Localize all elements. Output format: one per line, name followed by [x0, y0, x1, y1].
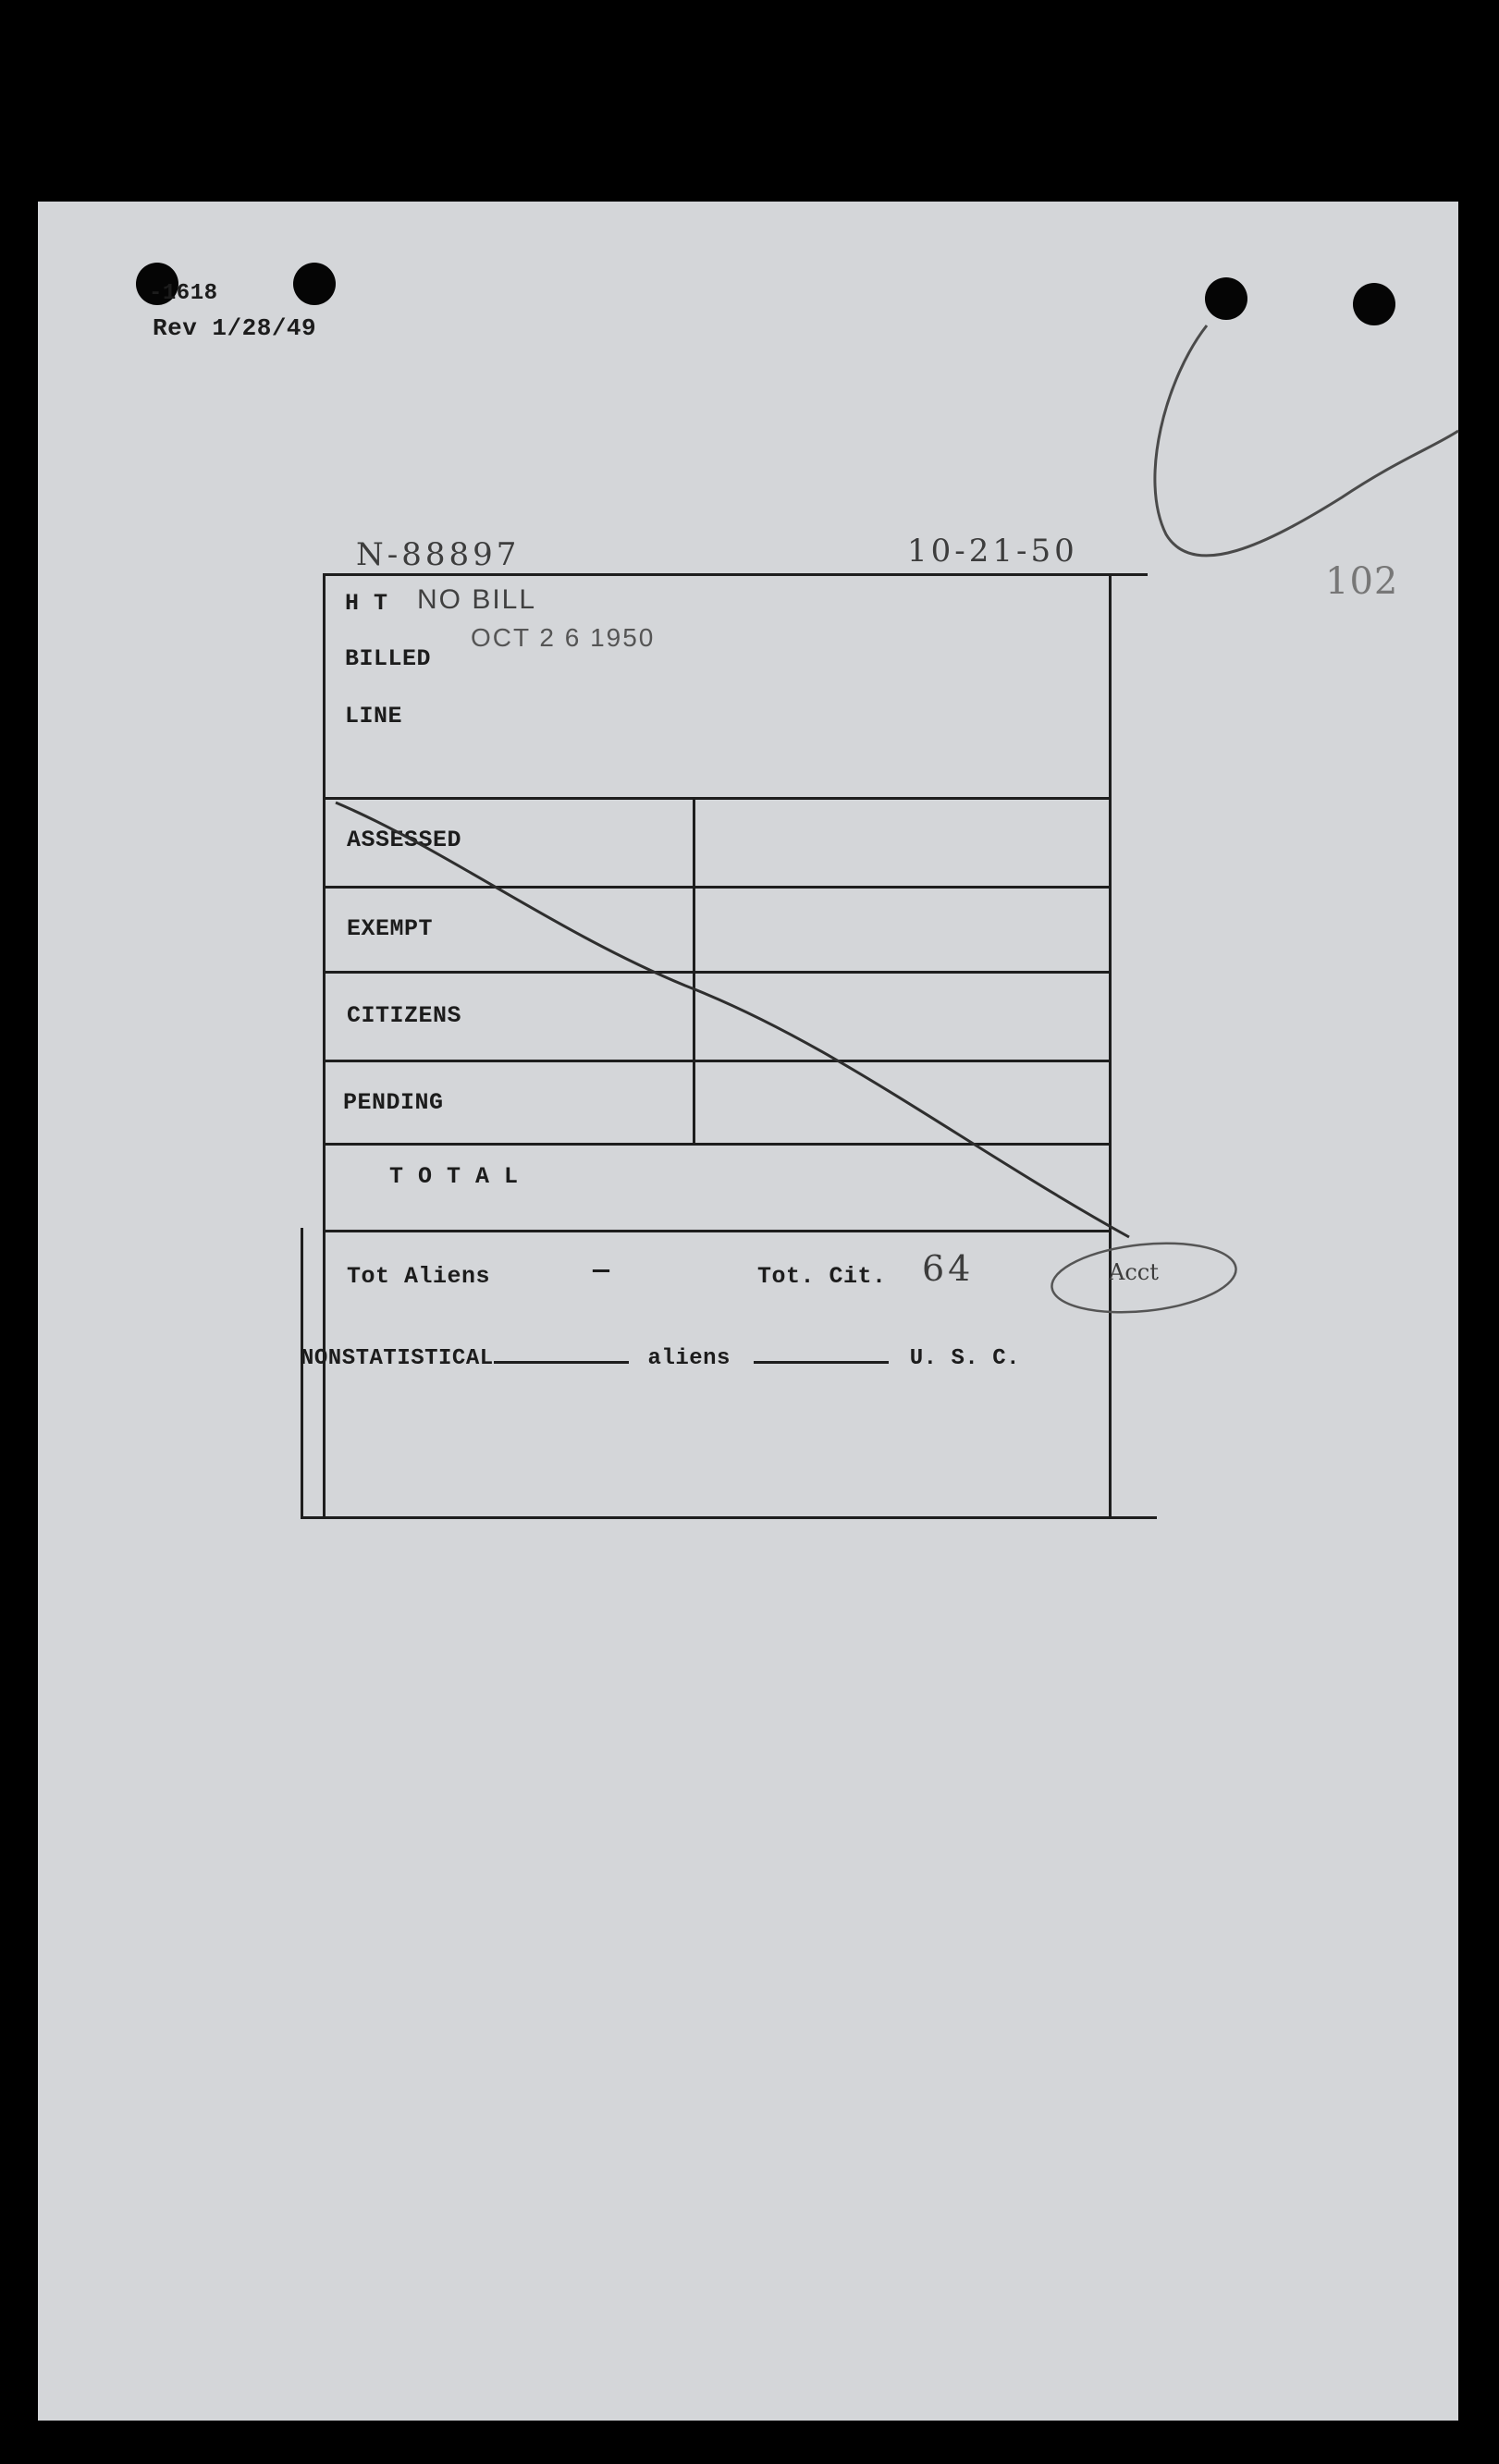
punch-hole-2 — [293, 263, 336, 305]
initials: Acct — [1109, 1259, 1159, 1285]
form-date: 10-21-50 — [907, 533, 1078, 570]
tot-aliens-value: — — [593, 1256, 610, 1287]
billed-date-stamp: OCT 2 6 1950 — [471, 623, 656, 652]
row-label-pending: PENDING — [343, 1089, 444, 1116]
aliens-label: aliens — [647, 1346, 731, 1371]
tot-cit-value: 64 — [922, 1248, 975, 1289]
page-number: 102 — [1325, 560, 1399, 603]
punch-hole-4 — [1353, 283, 1395, 325]
tot-cit-label: Tot. Cit. — [757, 1263, 887, 1290]
ht-label: H T — [345, 590, 388, 617]
nonstatistical-label: NONSTATISTICAL — [301, 1346, 494, 1371]
row-label-citizens: CITIZENS — [347, 1002, 462, 1029]
usc-label: U. S. C. — [909, 1346, 1020, 1371]
punch-hole-3 — [1205, 277, 1247, 320]
row-label-assessed: ASSESSED — [347, 827, 462, 853]
document-sheet — [38, 202, 1458, 2421]
nonstatistical-blank — [494, 1361, 629, 1364]
table-border-top — [323, 573, 1148, 576]
table-border-bottom — [301, 1516, 1157, 1519]
billed-label: BILLED — [345, 645, 432, 672]
table-left-extension — [301, 1228, 303, 1519]
aliens-blank — [754, 1361, 889, 1364]
form-revision: Rev 1/28/49 — [153, 314, 317, 342]
pencil-loop-mark — [1129, 322, 1462, 766]
row-label-exempt: EXEMPT — [347, 915, 434, 942]
nonstatistical-line — [301, 1346, 1020, 1371]
tot-aliens-label: Tot Aliens — [347, 1263, 491, 1290]
form-number: -1618 — [149, 281, 218, 306]
no-bill-stamp: NO BILL — [417, 584, 537, 615]
line-label: LINE — [345, 703, 403, 729]
total-label: T O T A L — [389, 1163, 519, 1190]
strike-through-line — [315, 793, 1148, 1256]
file-number: N-88897 — [356, 536, 521, 573]
